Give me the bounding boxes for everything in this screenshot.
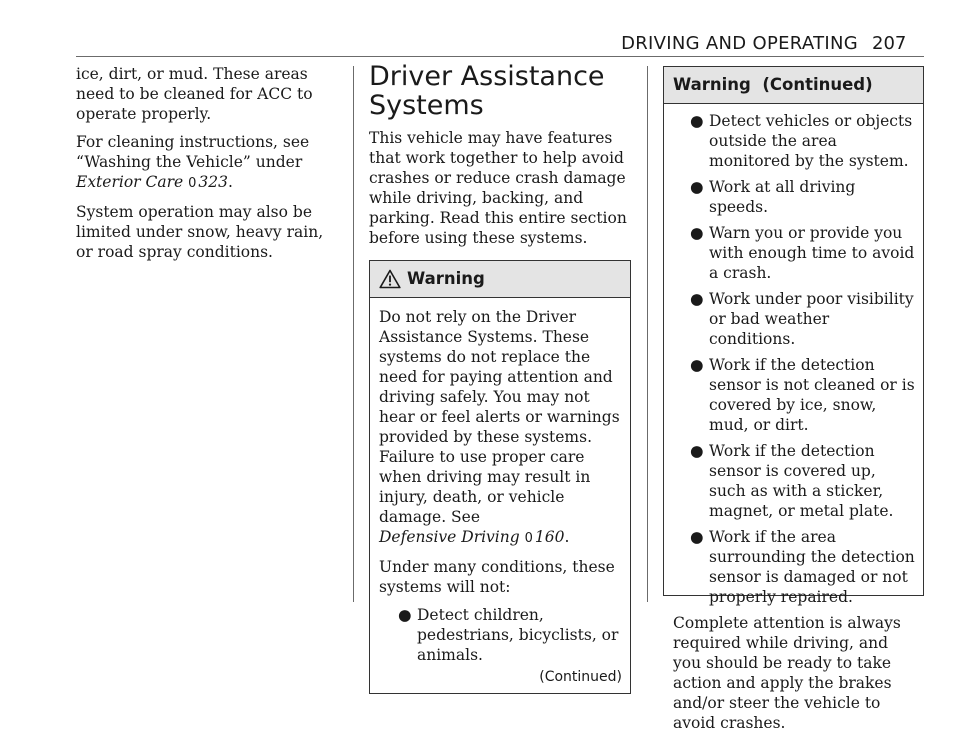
system-limitations-paragraph: System operation may also be limited under snow, heavy rain, or road spray conditions. [76,203,324,261]
bullet-text: Work under poor visibility or bad weather conditions. [709,290,914,348]
defensive-driving-page-number: 160 [534,528,565,546]
middle-column [369,62,633,694]
bullet-text: Work at all driving speeds. [709,178,856,216]
bullet-text: Work if the area surrounding the detection sensor is damaged or not properly repaired. [709,528,915,606]
exterior-care-link-title: Exterior Care [76,173,184,191]
list-item [673,527,915,607]
driver-assistance-heading: Driver Assistance Systems [369,61,605,121]
list-item [673,177,915,217]
section-title: DRIVING AND OPERATING [621,33,858,54]
bullet-text: Work if the detection sensor is not cleaned or is covered by ice, snow, mud, or dirt. [709,356,915,434]
running-header [0,0,960,60]
warning-triangle-icon [379,269,401,289]
bullet-icon: ● [690,528,704,546]
bullet-text: Warn you or provide you with enough time to avoid a crash. [709,224,915,282]
warning-bullet-list [379,605,622,665]
bullet-icon: ● [690,178,704,196]
bullet-text: Detect children, pedestrians, bicyclists, or animals. [417,606,619,664]
driver-assistance-intro: This vehicle may have features that work together to help avoid crashes or reduce crash damage while driving, backing, and parking. Read this entire section before using these systems. [369,129,627,247]
defensive-driving-link[interactable] [379,528,565,546]
continued-label: (Continued) [539,669,622,685]
exterior-care-link[interactable] [76,173,228,191]
warning-continued-box [663,66,924,732]
defensive-driving-link-title: Defensive Driving [379,528,520,546]
exterior-care-page-number: 323 [198,173,228,191]
warning-text [379,307,622,549]
warning-continued-header [664,67,923,104]
warning-continued-body [664,104,923,747]
right-column [663,66,924,732]
bullet-icon: ● [690,356,704,374]
left-column [76,64,344,270]
warning-header [370,261,630,298]
list-item [673,441,915,521]
header-divider [76,56,924,57]
list-item [673,111,915,171]
warning-continued-title: Warning (Continued) [673,75,873,94]
warning-continued-bullet-list [673,111,915,607]
warning-body [370,298,630,693]
bullet-icon: ● [690,290,704,308]
column-divider-right [647,66,648,602]
warning-ref-suffix: . [564,528,570,546]
bullet-text: Work if the detection sensor is covered up, such as with a sticker, magnet, or metal plate. [709,442,894,520]
list-item [673,289,915,349]
cleaning-instructions-text: For cleaning instructions, see “Washing the Vehicle” under [76,133,310,171]
bullet-icon: ● [398,606,412,624]
acc-cleaning-paragraph: ice, dirt, or mud. These areas need to be cleaned for ACC to operate properly. [76,65,313,123]
warning-body-text: Do not rely on the Driver Assistance Systems. These systems do not replace the need for paying attention and driving safely. You may not hear or feel alerts or warnings provided by these systems. Failure to use proper care when driving may result in injury, death, or vehicle damage. See [379,308,620,526]
bullet-icon: ● [690,112,704,130]
warning-box [369,260,631,694]
bullet-text: Detect vehicles or objects outside the area monitored by the system. [709,112,913,170]
list-item [673,223,915,283]
page-reference-icon: 0 [524,531,533,546]
column-divider-left [353,66,354,602]
warning-lead-in: Under many conditions, these systems will not: [379,558,615,596]
bullet-icon: ● [690,224,704,242]
cleaning-instructions-suffix: . [228,173,233,191]
bullet-icon: ● [690,442,704,460]
cleaning-instructions-paragraph [76,132,344,194]
page-number: 207 [872,33,907,54]
warning-title: Warning [407,269,485,288]
list-item [673,355,915,435]
warning-closing-text: Complete attention is always required while driving, and you should be ready to take action and apply the brakes and/or steer the vehicle to avoid crashes. [673,614,901,732]
page-reference-icon: 0 [188,176,197,191]
list-item [379,605,622,665]
